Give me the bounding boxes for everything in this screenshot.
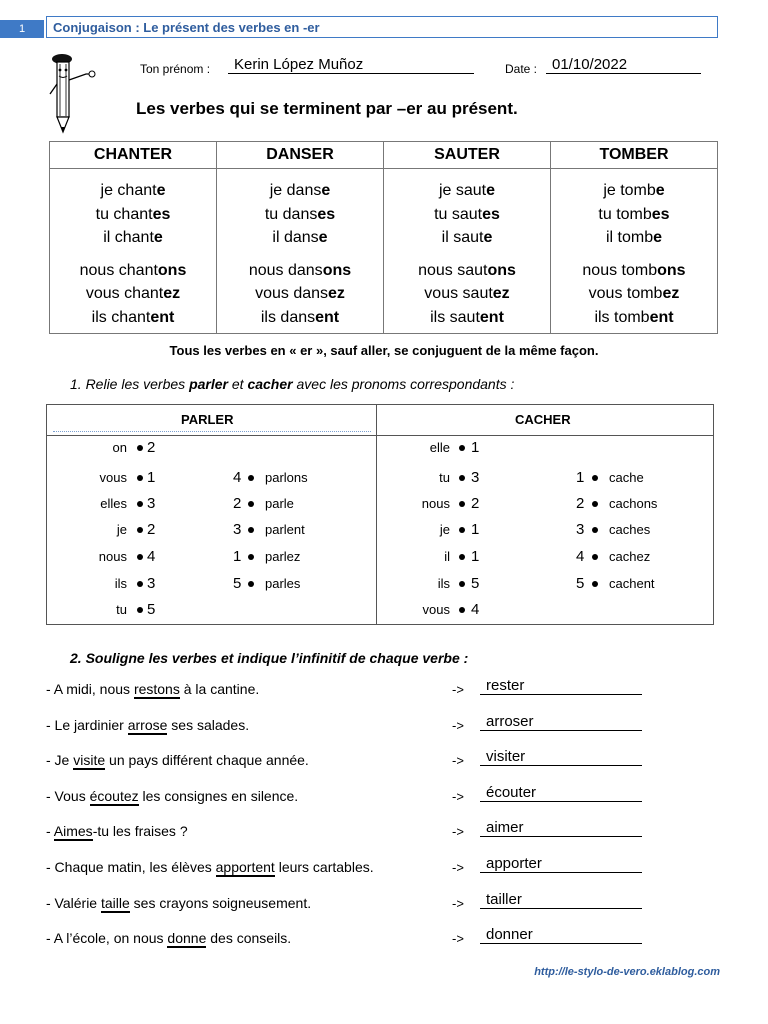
underlined-verb[interactable]: arrose <box>127 717 168 733</box>
column-divider <box>376 405 377 624</box>
plural-form <box>217 282 383 306</box>
date-field[interactable]: 01/10/2022 <box>546 56 701 74</box>
parler-pronoun-answer[interactable]: 4 <box>147 548 156 565</box>
rule-note: Tous les verbes en « er », sauf aller, se conjuguent de la même façon. <box>169 343 599 358</box>
verb-ending: ent <box>649 308 674 326</box>
cacher-pronoun-answer[interactable]: 1 <box>471 439 480 456</box>
sentence-text: - Chaque matin, les élèves <box>46 859 216 875</box>
source-link[interactable]: http://le-stylo-de-vero.eklablog.com <box>534 966 720 978</box>
parler-pronoun-nous: nous <box>98 549 127 564</box>
plural-form <box>384 306 550 330</box>
infinitive-answer-field[interactable]: tailler <box>480 893 642 909</box>
cacher-form-number[interactable]: 2 <box>576 495 585 512</box>
singular-form <box>217 203 383 227</box>
verb-ending: es <box>317 205 336 223</box>
cacher-pronoun-dot[interactable] <box>459 475 465 481</box>
verb-stem: il saut <box>441 229 484 246</box>
exercise1-title-part: et <box>227 376 248 392</box>
singular-form <box>551 179 717 203</box>
verb-stem: vous chant <box>85 285 164 302</box>
singular-form <box>50 179 216 203</box>
parler-pronoun-answer[interactable]: 3 <box>147 495 156 512</box>
parler-pronoun-vous: vous <box>99 470 127 485</box>
cacher-pronoun-answer[interactable]: 1 <box>471 548 480 565</box>
cacher-form-number[interactable]: 1 <box>576 469 585 486</box>
verb-ending: ez <box>163 285 181 302</box>
verb-stem: nous dans <box>248 261 323 279</box>
main-heading: Les verbes qui se terminent par –er au présent. <box>136 99 518 118</box>
parler-pronoun-dot[interactable] <box>137 581 143 587</box>
row-gap <box>50 250 216 259</box>
verb-stem: il chant <box>103 229 154 246</box>
cacher-form-dot[interactable] <box>592 581 598 587</box>
plural-form <box>384 282 550 306</box>
infinitive-answer-field[interactable]: donner <box>480 928 642 944</box>
parler-form-dot[interactable] <box>248 475 254 481</box>
singular-form <box>384 226 550 250</box>
verb-stem: il tomb <box>605 229 654 246</box>
parler-pronoun-dot[interactable] <box>137 501 143 507</box>
verb-ending: es <box>482 205 500 223</box>
sentence-text: leurs cartables. <box>274 859 374 875</box>
verb-ending: e <box>483 229 493 246</box>
verb-stem: ils chant <box>91 308 151 326</box>
cacher-form-dot[interactable] <box>592 475 598 481</box>
pencil-mascot-icon <box>46 50 98 138</box>
parler-form-parlent: parlent <box>265 522 305 537</box>
plural-form <box>50 306 216 330</box>
sentence-text: - <box>46 823 54 839</box>
parler-pronoun-dot[interactable] <box>137 527 143 533</box>
cacher-pronoun-dot[interactable] <box>459 581 465 587</box>
parler-pronoun-je: je <box>116 522 127 537</box>
cacher-form-cachez: cachez <box>609 549 651 564</box>
arrow-sign: -> <box>452 789 464 804</box>
exercise1-title-part: avec les pronoms correspondants : <box>292 376 515 392</box>
verb-stem: je chant <box>100 182 157 199</box>
cacher-pronoun-dot[interactable] <box>459 501 465 507</box>
verb-ending: ent <box>315 308 340 326</box>
plural-form <box>217 259 383 283</box>
plural-form <box>551 282 717 306</box>
verb-ending: e <box>153 229 163 246</box>
cacher-form-caches: caches <box>609 522 651 537</box>
cacher-form-cachent: cachent <box>609 576 655 591</box>
cacher-pronoun-nous: nous <box>421 496 450 511</box>
verb-ending: ez <box>662 285 680 302</box>
cacher-pronoun-tu: tu <box>439 470 450 485</box>
sentence-text: - Valérie <box>46 895 101 911</box>
parler-pronoun-answer[interactable]: 2 <box>147 439 156 456</box>
singular-form <box>384 203 550 227</box>
exercise1-title-part: parler <box>189 376 228 392</box>
cacher-form-cache: cache <box>609 470 644 485</box>
cacher-form-dot[interactable] <box>592 554 598 560</box>
cacher-pronoun-answer[interactable]: 2 <box>471 495 480 512</box>
name-label: Ton prénom : <box>140 62 211 76</box>
arrow-sign: -> <box>452 718 464 733</box>
verb-stem: ils tomb <box>594 308 650 326</box>
cacher-form-dot[interactable] <box>592 527 598 533</box>
verb-stem: ils saut <box>430 308 480 326</box>
verb-header-sauter: SAUTER <box>384 142 551 169</box>
parler-pronoun-dot[interactable] <box>137 445 143 451</box>
sentence-text: - Le jardinier <box>46 717 128 733</box>
singular-form <box>551 226 717 250</box>
verb-ending: ent <box>150 308 175 326</box>
singular-form <box>384 179 550 203</box>
verb-stem: nous saut <box>418 261 488 279</box>
infinitive-answer-field[interactable]: aimer <box>480 821 642 837</box>
verb-stem: tu dans <box>264 205 318 223</box>
parler-pronoun-answer[interactable]: 5 <box>147 601 156 618</box>
parler-form-dot[interactable] <box>248 527 254 533</box>
worksheet-title: Conjugaison : Le présent des verbes en -er <box>46 16 718 38</box>
parler-pronoun-ils: ils <box>114 576 127 591</box>
verb-ending: ons <box>657 261 686 279</box>
verb-ending: ons <box>322 261 352 279</box>
exercise2-title: 2. Souligne les verbes et indique l’infinitif de chaque verbe : <box>70 650 469 666</box>
conjugation-cell-danser <box>217 169 384 334</box>
verb-ending: e <box>486 182 496 199</box>
page-number: 1 <box>0 20 44 38</box>
cacher-pronoun-answer[interactable]: 3 <box>471 469 480 486</box>
underlined-verb[interactable]: visite <box>73 752 106 768</box>
verb-ending: e <box>321 182 331 199</box>
singular-form <box>551 203 717 227</box>
verb-ending: ons <box>487 261 516 279</box>
parler-pronoun-elles: elles <box>100 496 127 511</box>
verb-stem: ils dans <box>260 308 316 326</box>
verb-stem: tu tomb <box>598 205 652 223</box>
cacher-form-number[interactable]: 4 <box>576 548 585 565</box>
plural-form <box>551 259 717 283</box>
sentence-7 <box>46 895 311 911</box>
sentence-text: - Vous <box>46 788 90 804</box>
parler-form-number[interactable]: 4 <box>233 469 242 486</box>
row-gap <box>384 250 550 259</box>
cacher-pronoun-il: il <box>444 549 450 564</box>
cacher-form-number[interactable]: 3 <box>576 521 585 538</box>
arrow-sign: -> <box>452 753 464 768</box>
matching-table <box>46 404 714 625</box>
underlined-verb[interactable]: écoutez <box>89 788 139 804</box>
verb-stem: vous dans <box>255 285 329 302</box>
parler-pronoun-answer[interactable]: 2 <box>147 521 156 538</box>
parler-form-number[interactable]: 1 <box>233 548 242 565</box>
sentence-text: ses crayons soigneusement. <box>129 895 312 911</box>
date-label: Date : <box>505 62 538 76</box>
arrow-sign: -> <box>452 896 464 911</box>
sentence-text: - Je <box>46 752 74 768</box>
parler-pronoun-dot[interactable] <box>137 554 143 560</box>
verb-ending: e <box>156 182 166 199</box>
verb-stem: tu chant <box>95 205 153 223</box>
conjugation-table <box>49 141 718 334</box>
verb-ending: ez <box>492 285 510 302</box>
parler-form-parles: parles <box>265 576 301 591</box>
exercise1-title-part: 1. Relie les verbes <box>70 376 190 392</box>
infinitive-answer-field[interactable]: visiter <box>480 750 642 766</box>
plural-form <box>50 282 216 306</box>
sentence-text: - A l’école, on nous <box>46 930 168 946</box>
verb-stem: nous tomb <box>582 261 658 279</box>
parler-pronoun-dot[interactable] <box>137 607 143 613</box>
parler-pronoun-dot[interactable] <box>137 475 143 481</box>
dotted-divider <box>53 431 371 432</box>
arrow-sign: -> <box>452 682 464 697</box>
verb-ending: es <box>651 205 670 223</box>
infinitive-answer-field[interactable]: arroser <box>480 715 642 731</box>
cacher-pronoun-dot[interactable] <box>459 607 465 613</box>
parler-form-parlez: parlez <box>265 549 301 564</box>
singular-form <box>217 179 383 203</box>
singular-form <box>50 226 216 250</box>
plural-form <box>217 306 383 330</box>
cacher-header: CACHER <box>515 412 571 427</box>
parler-form-number[interactable]: 3 <box>233 521 242 538</box>
arrow-sign: -> <box>452 931 464 946</box>
plural-form <box>384 259 550 283</box>
cacher-pronoun-answer[interactable]: 5 <box>471 575 480 592</box>
row-gap <box>551 250 717 259</box>
sentence-8 <box>46 930 291 946</box>
conjugation-cell-chanter <box>50 169 217 334</box>
plural-form <box>50 259 216 283</box>
sentence-2 <box>46 717 249 733</box>
sentence-1 <box>46 681 259 697</box>
parler-pronoun-answer[interactable]: 3 <box>147 575 156 592</box>
parler-form-dot[interactable] <box>248 581 254 587</box>
sentence-text: -tu les fraises ? <box>92 823 188 839</box>
verb-header-chanter: CHANTER <box>50 142 217 169</box>
sentence-4 <box>46 788 298 804</box>
sentence-5 <box>46 823 188 839</box>
sentence-text: un pays différent chaque année. <box>105 752 309 768</box>
verb-stem: je saut <box>438 182 487 199</box>
verb-stem: il dans <box>272 229 319 246</box>
parler-form-dot[interactable] <box>248 501 254 507</box>
exercise1-title <box>70 376 514 392</box>
parler-pronoun-answer[interactable]: 1 <box>147 469 156 486</box>
parler-header: PARLER <box>181 412 234 427</box>
sentence-text: des conseils. <box>206 930 292 946</box>
sentence-6 <box>46 859 374 875</box>
conjugation-cell-tomber <box>551 169 718 334</box>
arrow-sign: -> <box>452 824 464 839</box>
underlined-verb[interactable]: taille <box>100 895 130 911</box>
verb-ending: e <box>655 182 665 199</box>
verb-ending: ent <box>479 308 504 326</box>
verb-stem: je tomb <box>603 182 656 199</box>
cacher-form-dot[interactable] <box>592 501 598 507</box>
infinitive-answer-field[interactable]: écouter <box>480 786 642 802</box>
infinitive-answer-field[interactable]: apporter <box>480 857 642 873</box>
parler-form-parlons: parlons <box>265 470 308 485</box>
parler-form-number[interactable]: 5 <box>233 575 242 592</box>
row-gap <box>217 250 383 259</box>
sentence-text: les consignes en silence. <box>138 788 299 804</box>
sentence-3 <box>46 752 309 768</box>
cacher-form-number[interactable]: 5 <box>576 575 585 592</box>
cacher-pronoun-answer[interactable]: 4 <box>471 601 480 618</box>
parler-pronoun-tu: tu <box>116 602 127 617</box>
singular-form <box>50 203 216 227</box>
verb-ending: e <box>653 229 663 246</box>
cacher-pronoun-dot[interactable] <box>459 527 465 533</box>
arrow-sign: -> <box>452 860 464 875</box>
cacher-pronoun-answer[interactable]: 1 <box>471 521 480 538</box>
parler-form-number[interactable]: 2 <box>233 495 242 512</box>
parler-form-dot[interactable] <box>248 554 254 560</box>
verb-ending: es <box>152 205 171 223</box>
conjugation-cell-sauter <box>384 169 551 334</box>
verb-stem: tu saut <box>434 205 483 223</box>
name-field[interactable]: Kerin López Muñoz <box>228 56 474 74</box>
verb-ending: e <box>318 229 328 246</box>
cacher-pronoun-vous: vous <box>422 602 450 617</box>
cacher-form-cachons: cachons <box>609 496 658 511</box>
verb-ending: ez <box>328 285 345 302</box>
verb-header-danser: DANSER <box>217 142 384 169</box>
sentence-text: ses salades. <box>167 717 250 733</box>
parler-form-parle: parle <box>265 496 294 511</box>
verb-header-tomber: TOMBER <box>551 142 718 169</box>
exercise1-title-part: cacher <box>247 376 293 392</box>
underlined-verb[interactable]: restons <box>133 681 180 697</box>
verb-ending: ons <box>157 261 187 279</box>
singular-form <box>217 226 383 250</box>
plural-form <box>551 306 717 330</box>
verb-stem: nous chant <box>79 261 158 279</box>
cacher-pronoun-dot[interactable] <box>459 445 465 451</box>
header-divider <box>47 435 713 436</box>
cacher-pronoun-elle: elle <box>429 440 450 455</box>
underlined-verb[interactable]: donne <box>167 930 207 946</box>
underlined-verb[interactable]: apportent <box>215 859 275 875</box>
cacher-pronoun-ils: ils <box>437 576 450 591</box>
infinitive-answer-field[interactable]: rester <box>480 679 642 695</box>
sentence-text: à la cantine. <box>179 681 260 697</box>
verb-stem: je dans <box>269 182 322 199</box>
cacher-pronoun-je: je <box>439 522 450 537</box>
verb-stem: vous saut <box>424 285 493 302</box>
underlined-verb[interactable]: Aimes <box>53 823 93 839</box>
verb-stem: vous tomb <box>588 285 663 302</box>
cacher-pronoun-dot[interactable] <box>459 554 465 560</box>
parler-pronoun-on: on <box>112 440 127 455</box>
sentence-text: - A midi, nous <box>46 681 134 697</box>
